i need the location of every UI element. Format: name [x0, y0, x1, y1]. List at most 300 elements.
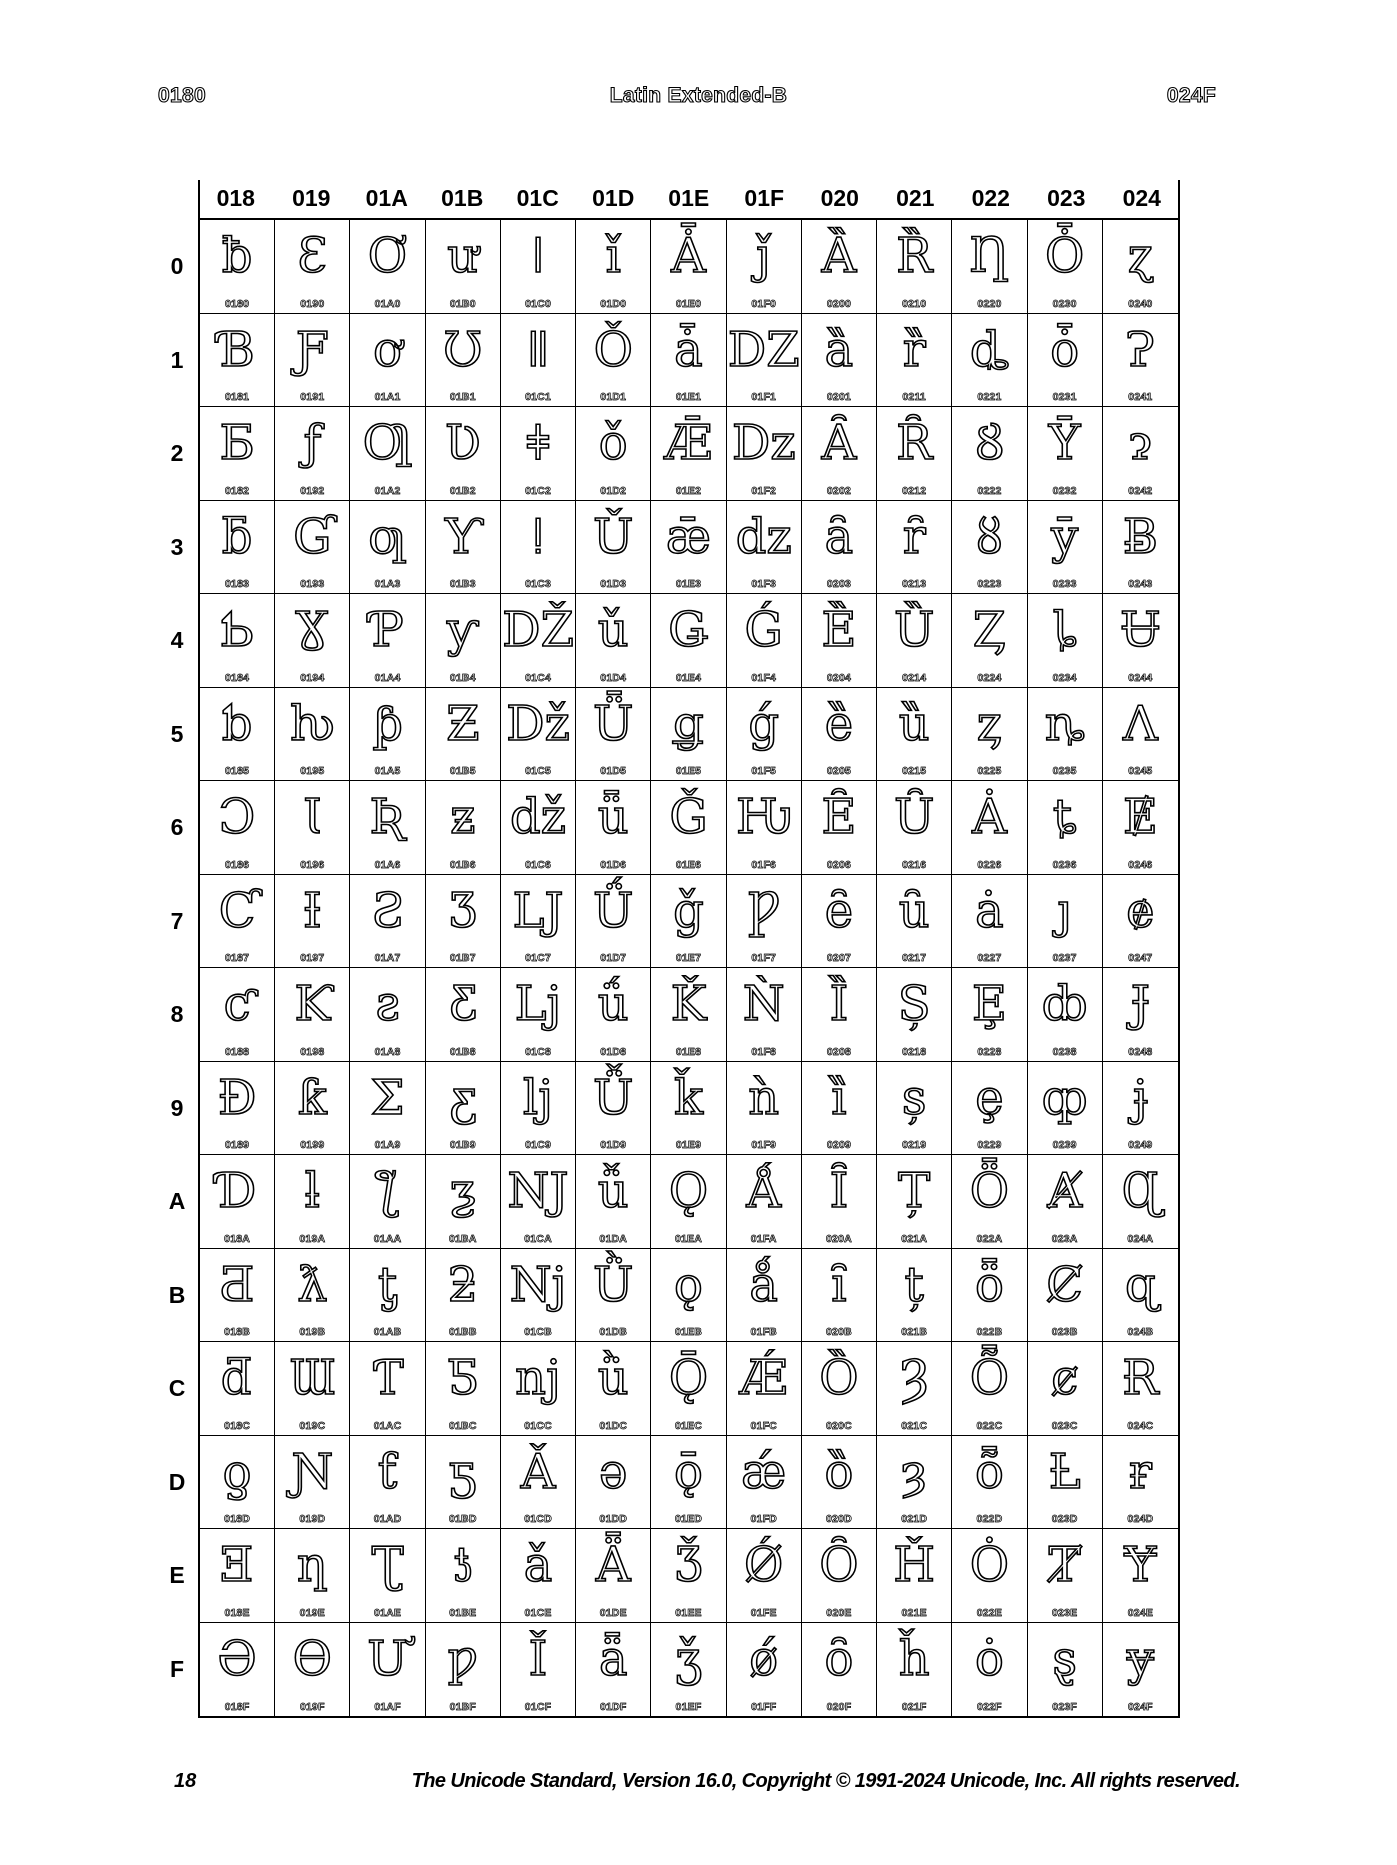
code-point-label: 023B	[1051, 1326, 1078, 1338]
glyph: ȏ	[824, 1630, 854, 1687]
glyph-cell	[576, 314, 651, 408]
row-header: 1	[170, 346, 184, 373]
glyph-cell	[1028, 407, 1103, 501]
glyph: Ǻ	[746, 1163, 782, 1219]
glyph: Ȉ	[829, 976, 849, 1032]
glyph-cell	[350, 501, 425, 595]
glyph-cell	[576, 1155, 651, 1249]
glyph: Ǣ	[664, 415, 713, 471]
code-chart-grid	[198, 218, 1180, 1718]
glyph: Ȃ	[821, 415, 857, 471]
glyph: ȩ	[975, 1069, 1004, 1126]
row-header: D	[168, 1468, 186, 1495]
code-point-label: 0240	[1128, 297, 1153, 310]
glyph-cell	[952, 1436, 1027, 1530]
glyph-cell	[877, 1155, 952, 1249]
glyph-cell	[576, 501, 651, 595]
code-point-label: 01A7	[374, 952, 401, 964]
glyph-cell	[651, 407, 726, 501]
glyph: Ǉ	[512, 882, 564, 939]
code-point-label: 0247	[1128, 952, 1153, 964]
glyph-cell	[877, 1249, 952, 1343]
code-point-label: 021A	[901, 1232, 928, 1245]
code-point-label: 0198	[300, 1045, 325, 1058]
code-point-label: 01F8	[751, 1045, 777, 1058]
glyph-cell	[1103, 501, 1178, 595]
glyph: Ɗ	[217, 1163, 257, 1219]
glyph: ɂ	[1129, 415, 1152, 471]
code-point-label: 0236	[1052, 858, 1077, 871]
code-point-label: 0223	[977, 578, 1002, 590]
glyph-cell	[275, 1342, 350, 1436]
code-point-label: 01E3	[675, 578, 702, 590]
code-point-label: 01C7	[525, 952, 551, 964]
code-point-label: 01DF	[600, 1701, 627, 1713]
glyph-cell	[952, 220, 1027, 314]
code-point-label: 024D	[1127, 1513, 1154, 1525]
column-header: 023	[1047, 185, 1086, 211]
glyph: ȉ	[831, 1069, 847, 1126]
glyph-cell	[1028, 781, 1103, 875]
code-point-label: 01CD	[524, 1513, 552, 1525]
glyph: Ȁ	[821, 228, 857, 284]
code-point-label: 01F1	[751, 391, 777, 403]
glyph-cell	[1028, 1342, 1103, 1436]
glyph: ȼ	[1051, 1350, 1079, 1406]
code-point-label: 01FF	[751, 1701, 777, 1713]
glyph-cell	[426, 688, 501, 782]
glyph: ǒ	[598, 415, 628, 471]
glyph: ǈ	[514, 976, 562, 1032]
glyph-cell	[952, 968, 1027, 1062]
glyph-cell	[1028, 1436, 1103, 1530]
glyph: ɉ	[1132, 1069, 1148, 1126]
glyph-cell	[802, 594, 877, 688]
glyph: Ɇ	[1122, 789, 1158, 845]
glyph: Ȼ	[1046, 1256, 1084, 1313]
glyph-cell	[727, 1529, 802, 1623]
code-point-label: 0186	[225, 858, 250, 871]
code-point-label: 023C	[1051, 1419, 1078, 1432]
code-point-label: 019D	[299, 1513, 326, 1525]
glyph: ȣ	[976, 508, 1003, 565]
glyph: ȟ	[898, 1630, 930, 1687]
code-point-label: 01BE	[449, 1606, 477, 1619]
glyph-cell	[426, 1623, 501, 1717]
glyph-cell	[651, 968, 726, 1062]
code-point-label: 018D	[224, 1513, 251, 1525]
glyph-cell	[200, 1623, 275, 1717]
code-point-label: 01DC	[599, 1419, 628, 1432]
code-point-label: 0210	[902, 297, 927, 310]
glyph-cell	[1103, 968, 1178, 1062]
code-point-label: 0246	[1128, 858, 1153, 871]
glyph: Ȳ	[1048, 415, 1081, 471]
code-point-label: 01FB	[750, 1326, 777, 1338]
code-point-label: 01B2	[449, 484, 476, 497]
code-point-label: 01FA	[750, 1232, 777, 1245]
glyph: ȸ	[1041, 976, 1088, 1032]
glyph-cell	[275, 781, 350, 875]
glyph: Ǵ	[744, 602, 783, 658]
glyph-cell	[350, 1623, 425, 1717]
code-point-label: 0242	[1128, 484, 1153, 497]
glyph: ƽ	[449, 1443, 477, 1500]
glyph-cell	[1103, 1436, 1178, 1530]
code-point-label: 01C4	[525, 671, 551, 684]
code-point-label: 0231	[1052, 391, 1077, 403]
glyph-cell	[877, 1436, 952, 1530]
code-point-label: 0207	[826, 952, 852, 964]
glyph: Ȑ	[896, 228, 933, 284]
glyph-cell	[952, 1155, 1027, 1249]
glyph-cell	[1028, 1623, 1103, 1717]
glyph: ǵ	[748, 695, 780, 752]
code-point-label: 022F	[977, 1701, 1002, 1713]
glyph: Ǔ	[593, 508, 634, 565]
code-point-label: 0235	[1052, 765, 1077, 777]
code-point-label: 0199	[300, 1139, 325, 1151]
code-point-label: 01D0	[600, 297, 627, 310]
code-point-label: 01D2	[600, 484, 627, 497]
glyph: ǫ	[674, 1256, 703, 1313]
code-point-label: 0237	[1052, 952, 1077, 964]
glyph: Ǆ	[502, 602, 574, 658]
glyph-cell	[727, 1342, 802, 1436]
glyph: Ǧ	[669, 789, 708, 845]
glyph: ǁ	[526, 321, 550, 378]
glyph: Ȩ	[971, 976, 1007, 1032]
code-point-label: 01F6	[751, 858, 777, 871]
column-header: 01E	[668, 185, 710, 211]
code-point-label: 0212	[902, 484, 927, 497]
glyph: Ƥ	[371, 602, 404, 658]
glyph: ƿ	[447, 1630, 479, 1687]
glyph: Ǝ	[219, 1537, 255, 1593]
glyph-cell	[952, 875, 1027, 969]
code-point-label: 01EA	[674, 1232, 703, 1245]
code-point-label: 01A3	[374, 578, 401, 590]
row-header: E	[169, 1562, 185, 1589]
code-point-label: 0211	[902, 391, 926, 403]
range-end-label: 024F	[1166, 84, 1216, 107]
glyph: Ʃ	[370, 1069, 405, 1126]
glyph: Ǫ	[668, 1163, 709, 1219]
glyph-cell	[350, 1529, 425, 1623]
glyph-cell	[802, 968, 877, 1062]
block-title: Latin Extended-B	[609, 84, 788, 107]
glyph-cell	[877, 407, 952, 501]
code-point-label: 021C	[901, 1419, 928, 1432]
glyph: Ƃ	[219, 415, 255, 471]
glyph-cell	[651, 1342, 726, 1436]
code-point-label: 024B	[1127, 1326, 1154, 1338]
code-point-label: 0244	[1128, 671, 1153, 684]
code-point-label: 024E	[1127, 1606, 1154, 1619]
code-point-label: 0249	[1128, 1139, 1153, 1151]
glyph-cell	[275, 314, 350, 408]
glyph-cell	[651, 220, 726, 314]
glyph-cell	[952, 1062, 1027, 1156]
code-point-label: 01AB	[373, 1326, 402, 1338]
code-point-label: 01CC	[524, 1419, 552, 1432]
glyph-cell	[802, 875, 877, 969]
glyph-cell	[727, 594, 802, 688]
code-point-label: 021F	[901, 1701, 927, 1713]
code-point-label: 01A6	[374, 858, 401, 871]
glyph-cell	[576, 1623, 651, 1717]
glyph: Ʒ	[449, 882, 477, 939]
code-point-label: 0226	[977, 858, 1002, 871]
code-point-label: 01B8	[449, 1045, 476, 1058]
glyph: ƞ	[296, 1537, 328, 1593]
glyph: ȭ	[974, 1443, 1004, 1500]
code-point-label: 01D9	[600, 1139, 627, 1151]
column-header: 018	[216, 185, 255, 211]
glyph: Ȏ	[819, 1537, 859, 1593]
code-point-label: 0245	[1128, 765, 1153, 777]
glyph-cell	[576, 781, 651, 875]
code-point-label: 019B	[299, 1326, 326, 1338]
code-point-label: 01AA	[373, 1232, 402, 1245]
code-point-label: 01D4	[600, 671, 627, 684]
glyph: ƀ	[221, 228, 253, 284]
glyph-cell	[275, 1436, 350, 1530]
code-point-label: 01A8	[374, 1045, 401, 1058]
glyph: ș	[901, 1069, 927, 1126]
code-point-label: 0227	[977, 952, 1002, 964]
glyph-cell	[651, 1155, 726, 1249]
glyph: ǀ	[530, 228, 546, 284]
glyph: ȓ	[902, 508, 926, 565]
code-point-label: 01DE	[599, 1606, 627, 1619]
glyph-cell	[1103, 688, 1178, 782]
code-point-label: 0192	[300, 484, 325, 497]
glyph: ǭ	[674, 1443, 703, 1500]
glyph-cell	[426, 1436, 501, 1530]
code-point-label: 01DA	[599, 1232, 628, 1245]
glyph: Ƙ	[294, 976, 331, 1032]
glyph-cell	[200, 501, 275, 595]
glyph: ȴ	[1052, 602, 1077, 658]
glyph: ȝ	[901, 1443, 927, 1500]
glyph-cell	[350, 1249, 425, 1343]
glyph-cell	[426, 1155, 501, 1249]
glyph-cell	[200, 968, 275, 1062]
glyph: Ʋ	[444, 415, 482, 471]
glyph-cell	[501, 781, 576, 875]
glyph: ǹ	[748, 1069, 780, 1126]
glyph: Ɋ	[1121, 1163, 1160, 1219]
code-point-label: 01B0	[449, 297, 476, 310]
glyph: Ɂ	[1126, 321, 1155, 378]
code-point-label: 01B4	[449, 671, 476, 684]
glyph-cell	[651, 781, 726, 875]
glyph: Ȭ	[969, 1350, 1010, 1406]
glyph: ƫ	[377, 1256, 398, 1313]
glyph-cell	[501, 1249, 576, 1343]
code-point-label: 0185	[225, 765, 250, 777]
glyph: Ǒ	[593, 321, 633, 378]
code-point-label: 020E	[826, 1606, 852, 1619]
glyph-cell	[350, 781, 425, 875]
glyph: Ǖ	[593, 695, 634, 752]
glyph: Ǽ	[739, 1350, 788, 1406]
column-header: 01F	[744, 185, 785, 211]
glyph: ǽ	[741, 1443, 787, 1500]
glyph: Ƚ	[1048, 1443, 1081, 1500]
range-start-label: 0180	[158, 84, 206, 107]
column-header: 01B	[441, 185, 484, 211]
code-point-label: 01DD	[599, 1513, 628, 1525]
code-point-label: 021D	[901, 1513, 928, 1525]
code-point-label: 01F7	[751, 952, 777, 964]
glyph: ƨ	[375, 976, 400, 1032]
glyph-cell	[651, 314, 726, 408]
code-point-label: 018A	[224, 1232, 251, 1245]
code-point-label: 01F9	[751, 1139, 777, 1151]
glyph-cell	[501, 875, 576, 969]
glyph: ư	[447, 228, 479, 284]
code-point-label: 0229	[977, 1139, 1002, 1151]
glyph: Ƭ	[371, 1350, 404, 1406]
code-point-label: 0190	[300, 297, 325, 310]
glyph-cell	[952, 781, 1027, 875]
glyph-cell	[350, 688, 425, 782]
code-point-label: 01C5	[525, 765, 551, 777]
code-point-label: 01C9	[525, 1139, 551, 1151]
code-point-label: 022B	[976, 1326, 1003, 1338]
code-point-label: 0225	[977, 765, 1002, 777]
code-point-label: 01E6	[675, 858, 702, 871]
glyph-cell	[350, 875, 425, 969]
glyph-cell	[877, 781, 952, 875]
glyph: ȁ	[824, 321, 854, 378]
code-point-label: 0205	[826, 765, 852, 777]
code-point-label: 021B	[901, 1326, 928, 1338]
glyph: ƚ	[304, 1163, 321, 1219]
glyph-cell	[501, 314, 576, 408]
column-header: 019	[292, 185, 331, 211]
code-point-label: 01A0	[374, 297, 401, 310]
glyph-cell	[576, 220, 651, 314]
code-point-label: 01C2	[525, 484, 551, 497]
glyph-cell	[877, 1623, 952, 1717]
code-point-label: 020D	[826, 1513, 852, 1525]
glyph: Ƒ	[295, 321, 329, 378]
glyph: ƺ	[449, 1163, 477, 1219]
glyph: ɀ	[1127, 228, 1154, 284]
code-point-label: 0208	[826, 1045, 852, 1058]
code-point-label: 0214	[902, 671, 927, 684]
code-point-label: 01CB	[524, 1326, 552, 1338]
glyph-cell	[426, 968, 501, 1062]
row-header: 7	[170, 907, 184, 934]
glyph-cell	[877, 501, 952, 595]
code-point-label: 01FD	[750, 1513, 777, 1525]
glyph-cell	[576, 1436, 651, 1530]
glyph: ǖ	[597, 789, 629, 845]
glyph: ȧ	[975, 882, 1004, 939]
glyph: ȳ	[1051, 508, 1079, 565]
glyph-cell	[651, 1436, 726, 1530]
code-point-label: 0241	[1128, 391, 1153, 403]
glyph: Ǘ	[593, 882, 634, 939]
glyph-cell	[1103, 781, 1178, 875]
glyph-cell	[501, 501, 576, 595]
glyph-cell	[350, 220, 425, 314]
glyph: ǿ	[749, 1630, 779, 1687]
glyph: Ǯ	[674, 1537, 703, 1593]
glyph-cell	[651, 875, 726, 969]
code-point-label: 0216	[902, 858, 927, 871]
code-point-label: 0204	[826, 671, 852, 684]
glyph-cell	[1103, 875, 1178, 969]
code-point-label: 01C3	[525, 578, 551, 590]
code-point-label: 023A	[1051, 1232, 1078, 1245]
code-point-label: 01AE	[374, 1606, 402, 1619]
glyph: Ǜ	[593, 1256, 634, 1313]
code-point-label: 01E2	[675, 484, 702, 497]
glyph: Ȍ	[819, 1350, 859, 1406]
code-point-label: 01B7	[449, 952, 476, 964]
code-point-label: 024F	[1128, 1701, 1153, 1713]
glyph-cell	[275, 407, 350, 501]
code-point-label: 023F	[1052, 1701, 1078, 1713]
code-point-label: 01B1	[449, 391, 476, 403]
glyph: Ư	[367, 1630, 408, 1687]
glyph: Ǟ	[595, 1537, 631, 1593]
glyph-cell	[877, 875, 952, 969]
glyph-cell	[727, 1155, 802, 1249]
glyph: ɍ	[1128, 1443, 1152, 1500]
column-header: 01C	[516, 185, 559, 211]
glyph-cell	[501, 968, 576, 1062]
code-point-label: 022E	[976, 1606, 1003, 1619]
glyph: Ǐ	[528, 1630, 548, 1687]
glyph-cell	[1028, 1155, 1103, 1249]
glyph: ƌ	[221, 1350, 253, 1406]
glyph-cell	[501, 1436, 576, 1530]
glyph: Ƨ	[371, 882, 405, 939]
glyph: ǧ	[673, 882, 704, 939]
glyph-cell	[1028, 314, 1103, 408]
code-point-label: 0196	[300, 858, 325, 871]
code-point-label: 01E5	[675, 765, 702, 777]
glyph-cell	[727, 781, 802, 875]
code-point-label: 018E	[224, 1606, 250, 1619]
column-header: 01A	[365, 185, 408, 211]
code-point-label: 01AC	[373, 1419, 402, 1432]
copyright-notice: The Unicode Standard, Version 16.0, Copyright © 1991-2024 Unicode, Inc. All rights reserved.	[411, 1770, 1240, 1792]
column-headers	[198, 182, 1180, 215]
code-point-label: 01D1	[600, 391, 627, 403]
glyph-cell	[651, 1623, 726, 1717]
glyph-cell	[501, 407, 576, 501]
glyph-cell	[576, 1062, 651, 1156]
glyph-cell	[275, 1249, 350, 1343]
code-point-label: 022C	[976, 1419, 1003, 1432]
glyph: Ǚ	[593, 1069, 634, 1126]
glyph-cell	[576, 875, 651, 969]
glyph-cell	[1103, 1249, 1178, 1343]
glyph: ǚ	[597, 1163, 629, 1219]
column-header: 024	[1122, 185, 1161, 211]
code-point-label: 0191	[300, 391, 325, 403]
glyph-cell	[1028, 1529, 1103, 1623]
code-point-label: 01ED	[674, 1513, 703, 1525]
glyph: ȕ	[898, 695, 930, 752]
